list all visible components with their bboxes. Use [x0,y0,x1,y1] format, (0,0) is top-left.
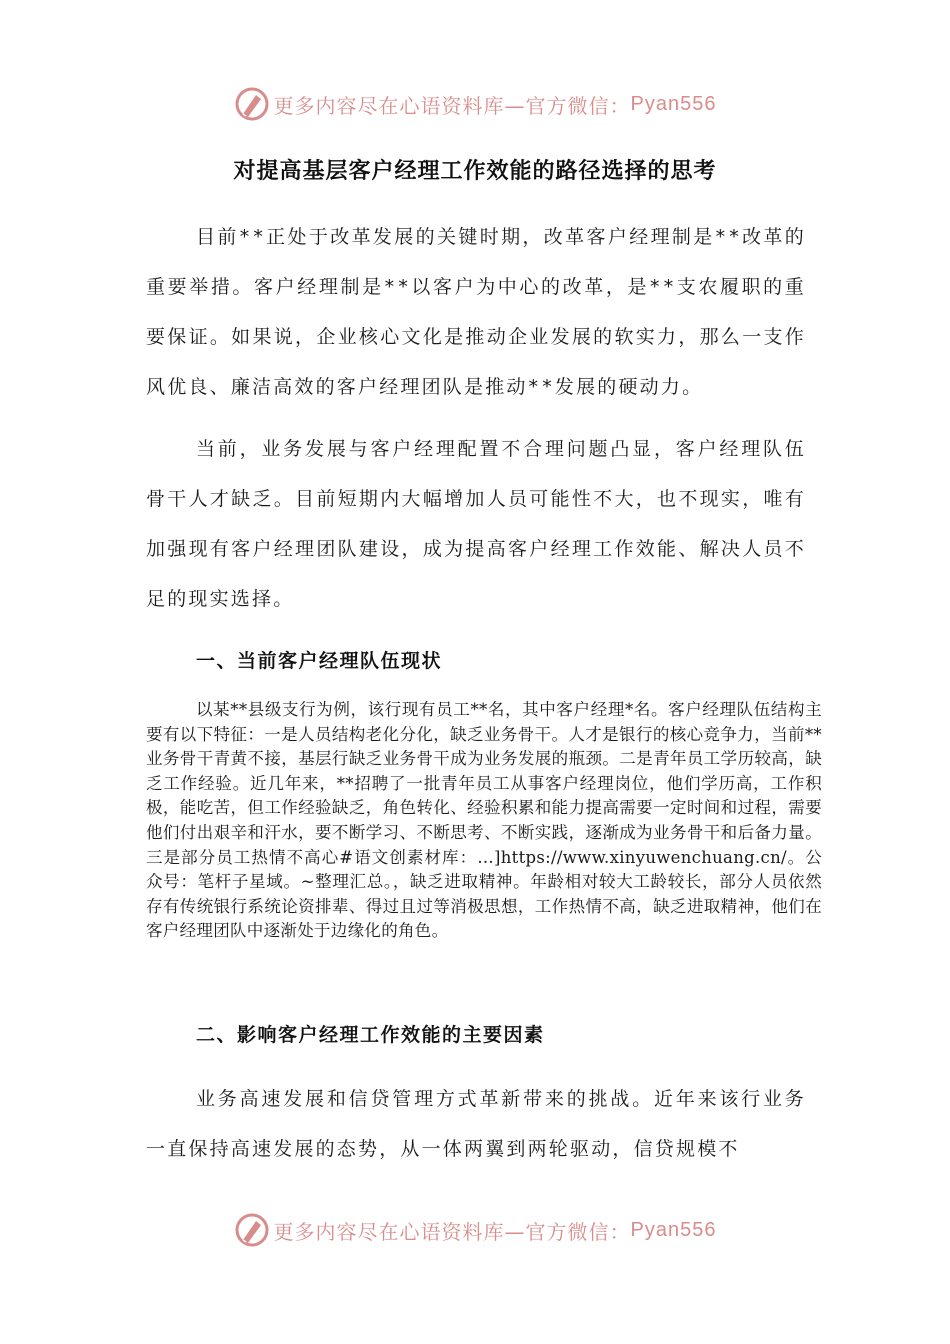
paragraph-factors: 业务高速发展和信贷管理方式革新带来的挑战。近年来该行业务一直保持高速发展的态势，从一体两翼到两轮驱动，信贷规模不 [146,1088,806,1160]
paragraph-current: 当前，业务发展与客户经理配置不合理问题凸显，客户经理队伍骨干人才缺乏。目前短期内大幅增加人员可能性不大，也不现实，唯有加强现有客户经理团队建设，成为提高客户经理工作效能、解决人员不足的现实选择。 [146,438,806,610]
document-title: 对提高基层客户经理工作效能的路径选择的思考 [233,159,717,184]
banner-text: 更多内容尽在心语资料库—官方微信： [273,1219,631,1244]
banner-handle: Pyan556 [630,92,717,115]
banner-text: 更多内容尽在心语资料库—官方微信： [273,93,631,118]
footer-banner [0,1210,950,1250]
paragraph-status: 以某**县级支行为例，该行现有员工**名，其中客户经理*名。客户经理队伍结构主要有以下特征：一是人员结构老化分化，缺乏业务骨干。人才是银行的核心竞争力，当前**业务骨干青黄不接，基层行缺乏业务骨干成为业务发展的瓶颈。二是青年员工学历较高，缺乏工作经验。近几年来，**招聘了一批青年员工从事客户经理岗位，他们学历高，工作积极，能吃苦，但工作经验缺乏，角色转化、经验积累和能力提高需要一定时间和过程，需要他们付出艰辛和汗水，要不断学习、不断思考、不断实践，逐渐成为业务骨干和后备力量。三是部分员工热情不高心#语文创素材库：…]https://www.xinyuwenchuang.cn/。公众号：笔杆子星域。~整理汇总。，缺乏进取精神。年龄相对较大工龄较长，部分人员依然存有传统银行系统论资排辈、得过且过等消极思想，工作热情不高，缺乏进取精神，他们在客户经理团队中逐渐处于边缘化的角色。 [146,700,822,941]
section-heading-2: 二、影响客户经理工作效能的主要因素 [196,1024,545,1046]
paragraph-intro: 目前**正处于改革发展的关键时期，改革客户经理制是**改革的重要举措。客户经理制是**以客户为中心的改革，是**支农履职的重要保证。如果说，企业核心文化是推动企业发展的软实力，那么一支作风优良、廉洁高效的客户经理团队是推动**发展的硬动力。 [146,226,806,398]
header-banner [0,84,950,124]
pen-in-circle-icon [234,1212,270,1248]
pen-in-circle-icon [234,86,270,122]
section-heading-1: 一、当前客户经理队伍现状 [196,650,443,672]
banner-handle: Pyan556 [630,1218,717,1241]
